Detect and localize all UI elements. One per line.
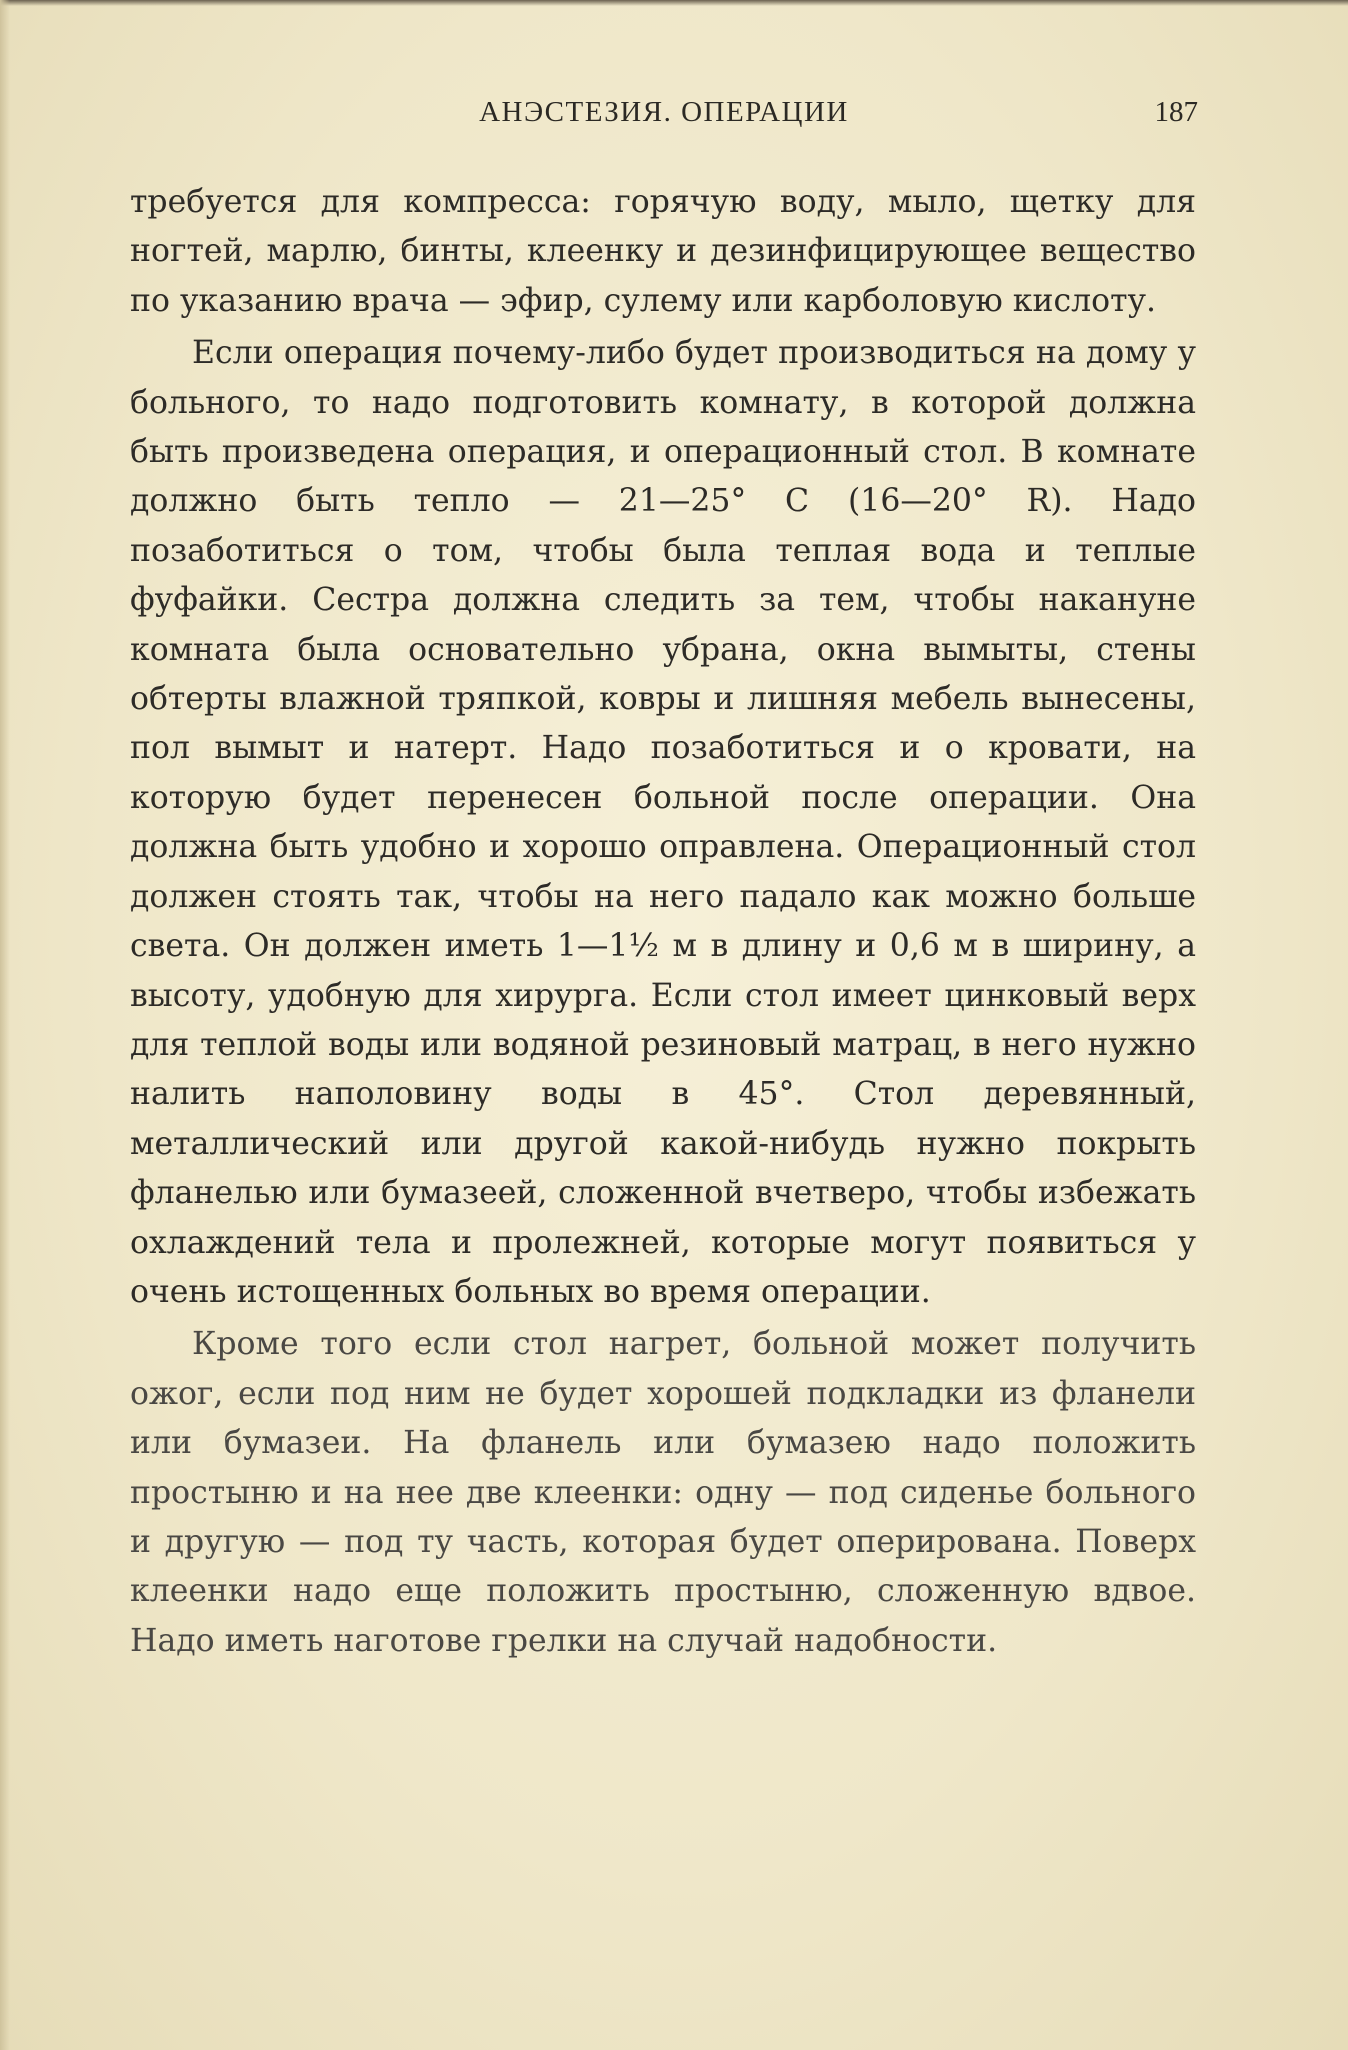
paragraph-home-operation: Если операция почему-либо будет производиться на дому у больного, то надо подготовить комнату, в которой должна быть произведена операция, и операционный стол. В комнате должно быть тепло — 21—25° С (16—20° R). Надо позаботиться о том, чтобы была теплая вода и теплые фуфайки. Сестра должна следить за тем, чтобы накануне комната была основательно убрана, окна вымыты, стены обтерты влажной тряпкой, ковры и лишняя мебель вынесены, пол вымыт и натерт. Надо позаботиться и о кровати, на которую будет перенесен больной после операции. Она должна быть удобно и хорошо оправлена. Операционный стол должен стоять так, чтобы на него падало как можно больше света. Он должен иметь 1—1½ м в длину и 0,6 м в ширину, а высоту, удобную для хирурга. Если стол имеет цинковый верх для теплой воды или водяной резиновый матрац, в него нужно налить наполовину воды в 45°. Стол деревянный, металлический или другой какой-нибудь нужно покрыть фланелью или бумазеей, сложенной вчетверо, чтобы избежать охлаждений тела и пролежней, которые могут появиться у очень истощенных больных во время операции. [130,335,1196,1310]
body-text [130,178,1196,1666]
running-title: АНЭСТЕЗИЯ. ОПЕРАЦИИ [479,96,849,128]
running-head [130,96,1198,136]
paragraph-table-preparation: Кроме того если стол нагрет, больной может получить ожог, если под ним не будет хорошей подкладки из фланели или бумазеи. На фланель или бумазею надо положить простыню и на нее две клеенки: одну — под сиденье больного и другую — под ту часть, которая будет оперирована. Поверх клеенки надо еще положить простыню, сложенную вдвое. Надо иметь наготове грелки на случай надобности. [130,1326,1196,1659]
page-number: 187 [1154,96,1198,128]
paragraph-continued: требуется для компресса: горячую воду, мыло, щетку для ногтей, марлю, бинты, клеенку и дезинфицирующее вещество по указанию врача — эфир, сулему или карболовую кислоту. [130,184,1196,319]
